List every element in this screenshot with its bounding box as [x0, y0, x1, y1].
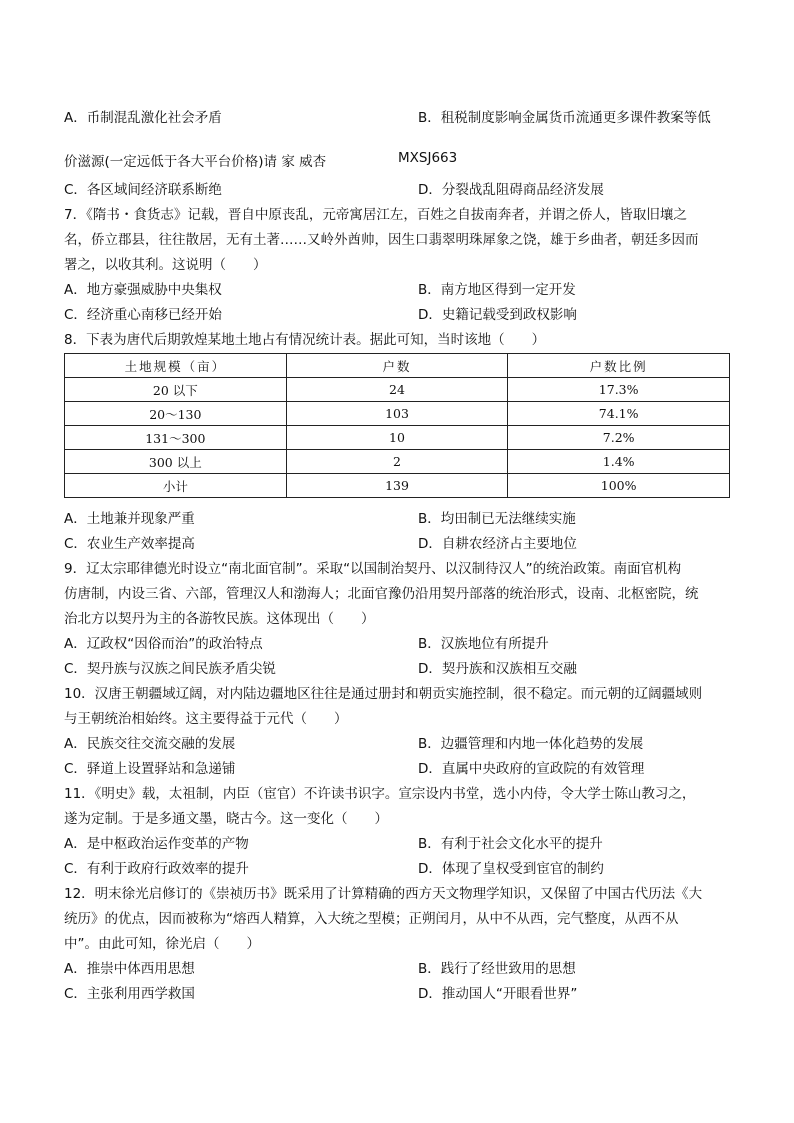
q12-option-a: A．推崇中体西用思想 — [64, 961, 195, 977]
q10-option-c: C．驿道上设置驿站和急递铺 — [64, 761, 236, 777]
cell-ratio: 1.4% — [508, 450, 730, 474]
q12-option-b: B．践行了经世致用的思想 — [418, 961, 576, 977]
watermark-code: MXSJ663 — [398, 150, 458, 166]
cell-land-size: 20～130 — [65, 402, 287, 426]
table-header-row — [65, 354, 730, 378]
cell-land-size: 小计 — [65, 474, 287, 498]
q7-option-b: B．南方地区得到一定开发 — [418, 282, 576, 298]
q11-option-a: A．是中枢政治运作变革的产物 — [64, 836, 249, 852]
q11-option-d: D．体现了皇权受到宦官的制约 — [418, 861, 604, 877]
q7-option-d: D．史籍记载受到政权影响 — [418, 307, 577, 323]
header-households: 户数 — [286, 354, 508, 378]
table-total-row — [65, 474, 730, 498]
q10-option-d: D．直属中央政府的宣政院的有效管理 — [418, 761, 645, 777]
q6-option-d: D．分裂战乱阻碍商品经济发展 — [418, 182, 604, 198]
q11-stem-line1: 11．《明史》载，太祖制，内臣（宦官）不许读书识字。宣宗设内书堂，选小内侍，令大学士陈山教习之， — [64, 786, 696, 802]
q9-stem-line3: 治北方以契丹为主的各游牧民族。这体现出（ ） — [64, 611, 375, 627]
cell-ratio: 100% — [508, 474, 730, 498]
q10-stem-line1: 10．汉唐王朝疆域辽阔，对内陆边疆地区往往是通过册封和朝贡实施控制，很不稳定。而元朝的辽阔疆域则 — [64, 686, 703, 702]
q8-option-b: B．均田制已无法继续实施 — [418, 511, 576, 527]
q10-stem-line2: 与王朝统治相始终。这主要得益于元代（ ） — [64, 711, 348, 727]
cell-households: 10 — [286, 426, 508, 450]
q8-option-a: A．土地兼并现象严重 — [64, 511, 195, 527]
q11-option-b: B．有利于社会文化水平的提升 — [418, 836, 603, 852]
q7-stem-line3: 署之，以收其利。这说明（ ） — [64, 257, 267, 273]
q9-option-d: D．契丹族和汉族相互交融 — [418, 661, 577, 677]
cell-households: 103 — [286, 402, 508, 426]
cell-ratio: 17.3% — [508, 378, 730, 402]
header-land-size: 土地规模（亩） — [65, 354, 287, 378]
cell-households: 24 — [286, 378, 508, 402]
q10-option-a: A．民族交往交流交融的发展 — [64, 736, 236, 752]
q9-option-b: B．汉族地位有所提升 — [418, 636, 549, 652]
watermark-text: 价滋源(一定远低于各大平台价格)请 家 威杏 — [64, 154, 327, 170]
q7-stem-line2: 名，侨立郡县，往往散居，无有土著……又岭外酋帅，因生口翡翠明珠犀象之饶，雄于乡曲者，朝廷多因而 — [64, 232, 699, 248]
q7-option-c: C．经济重心南移已经开始 — [64, 307, 222, 323]
q9-stem-line2: 仿唐制，内设三省、六部，管理汉人和渤海人；北面官豫仍沿用契丹部落的统治形式，设南、北枢密院，统 — [64, 586, 699, 602]
table-row — [65, 426, 730, 450]
table-row — [65, 378, 730, 402]
q6-option-a: A．币制混乱激化社会矛盾 — [64, 110, 222, 126]
cell-households: 2 — [286, 450, 508, 474]
cell-land-size: 300 以上 — [65, 450, 287, 474]
header-household-ratio: 户数比例 — [508, 354, 730, 378]
q6-option-c: C．各区域间经济联系断绝 — [64, 182, 222, 198]
table-row — [65, 402, 730, 426]
cell-land-size: 20 以下 — [65, 378, 287, 402]
q12-option-c: C．主张利用西学救国 — [64, 986, 195, 1002]
q8-option-d: D．自耕农经济占主要地位 — [418, 536, 577, 552]
cell-ratio: 74.1% — [508, 402, 730, 426]
q8-option-c: C．农业生产效率提高 — [64, 536, 195, 552]
q6-option-b: B．租税制度影响金属货币流通更多课件教案等低 — [418, 110, 711, 126]
q8-stem: 8．下表为唐代后期敦煌某地土地占有情况统计表。据此可知，当时该地（ ） — [64, 332, 546, 348]
cell-land-size: 131～300 — [65, 426, 287, 450]
q11-option-c: C．有利于政府行政效率的提升 — [64, 861, 249, 877]
q12-option-d: D．推动国人“开眼看世界” — [418, 986, 578, 1002]
cell-ratio: 7.2% — [508, 426, 730, 450]
q12-stem-line3: 中”。由此可知，徐光启（ ） — [64, 936, 260, 952]
cell-households: 139 — [286, 474, 508, 498]
table-row — [65, 450, 730, 474]
q9-option-c: C．契丹族与汉族之间民族矛盾尖锐 — [64, 661, 276, 677]
q11-stem-line2: 遂为定制。于是多通文墨，晓古今。这一变化（ ） — [64, 811, 388, 827]
q7-option-a: A．地方豪强威胁中央集权 — [64, 282, 222, 298]
q7-stem-line1: 7．《隋书・食货志》记载，晋自中原丧乱，元帝寓居江左，百姓之自拔南奔者，并谓之侨人，皆取旧壤之 — [64, 207, 687, 223]
q9-stem-line1: 9．辽太宗耶律德光时设立“南北面官制”。采取“以国制治契丹、以汉制待汉人”的统治政策。南面官机构 — [64, 561, 682, 577]
q12-stem-line2: 统历》的优点，因而被称为“熔西人精算，入大统之型模；正朔闰月，从中不从西，完气整度，从西不从 — [64, 911, 679, 927]
q9-option-a: A．辽政权“因俗而治”的政治特点 — [64, 636, 263, 652]
q10-option-b: B．边疆管理和内地一体化趋势的发展 — [418, 736, 644, 752]
land-ownership-table — [64, 353, 730, 498]
q12-stem-line1: 12．明末徐光启修订的《崇祯历书》既采用了计算精确的西方天文物理学知识，又保留了中国古代历法《大 — [64, 886, 703, 902]
